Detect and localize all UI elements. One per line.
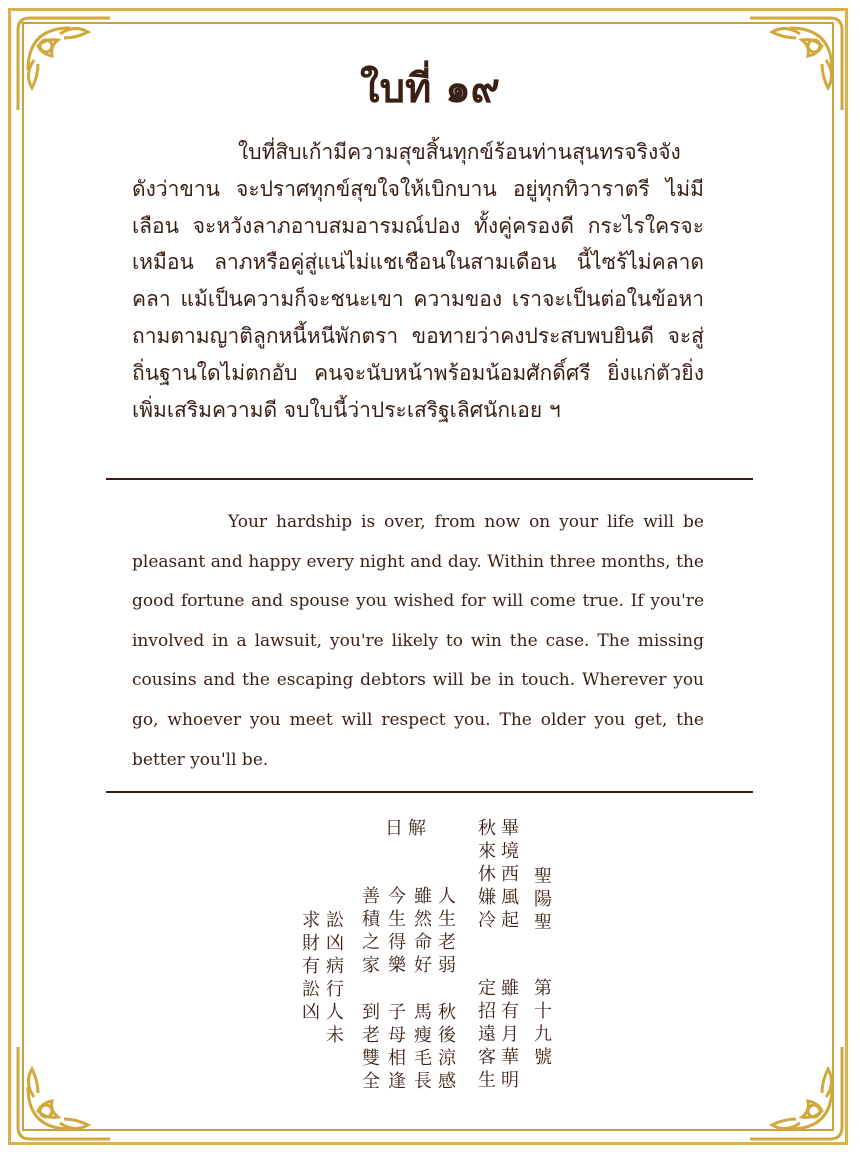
page-title: ใบที่ ๑๙ <box>360 66 500 112</box>
chinese-column: 第十九號 <box>531 978 552 1070</box>
chinese-column: 定招遠客生 <box>475 978 496 1093</box>
chinese-column: 解 <box>405 818 426 841</box>
chinese-column: 聖陽聖 <box>531 866 552 935</box>
thai-verse: ใบที่สิบเก้ามีความสุขสิ้นทุกข์ร้อนท่านสุนทรจริงจัง ดังว่าขาน จะปราศทุกข์สุขใจให้เบิกบาน อยู่ทุกทิวาราตรี ไม่มีเลือน จะหวังลาภอาบสมอารมณ์ปอง ทั้งคู่ครองดี กระไรใครจะเหมือน ลาภหรือคู่สู่แน่ไม่แชเชือนในสามเดือน นี้ไซร้ไม่คลาดคลา แม้เป็นความก็จะชนะเขา ความของ เราจะเป็นต่อในข้อหา ถามตามญาติลูกหนี้หนีพักตรา ขอทายว่าคงประสบพบยินดี จะสู่ถิ่นฐานใดไม่ตกอับ คนจะนับหน้าพร้อมน้อมศักดิ์ศรี ยิ่งแก่ตัวยิ่งเพิ่มเสริมความดี จบใบนี้ว่าประเสริฐเลิศนักเอย ฯ <box>132 140 704 422</box>
chinese-column: 善積之家 <box>359 886 380 978</box>
chinese-column: 子母相逢 <box>385 1002 406 1094</box>
chinese-column: 秋後涼感 <box>435 1002 456 1094</box>
chinese-column: 今生得樂 <box>385 886 406 978</box>
chinese-column: 雖然命好 <box>411 886 432 978</box>
english-translation: Your hardship is over, from now on your life will be pleasant and happy every night and day. Within three months, the good fortune and spouse you wished for will come true. If you're involved in a lawsuit, you're likely to win the case. The missing cousins and the escaping debtors will be in touch. Wherever you go, whoever you meet will respect you. The older you get, the better you'll be. <box>132 512 704 770</box>
chinese-column: 訟凶病行人未 <box>323 910 344 1048</box>
chinese-column: 人生老弱 <box>435 886 456 978</box>
chinese-column: 畢境西風起 <box>498 818 519 933</box>
chinese-column: 雖有月華明 <box>498 978 519 1093</box>
chinese-column: 馬瘦毛長 <box>411 1002 432 1094</box>
chinese-column: 日 <box>382 818 403 841</box>
chinese-column: 秋來休嫌冷 <box>475 818 496 933</box>
chinese-column: 到老雙全 <box>359 1002 380 1094</box>
chinese-column: 求財有訟凶 <box>299 910 320 1025</box>
